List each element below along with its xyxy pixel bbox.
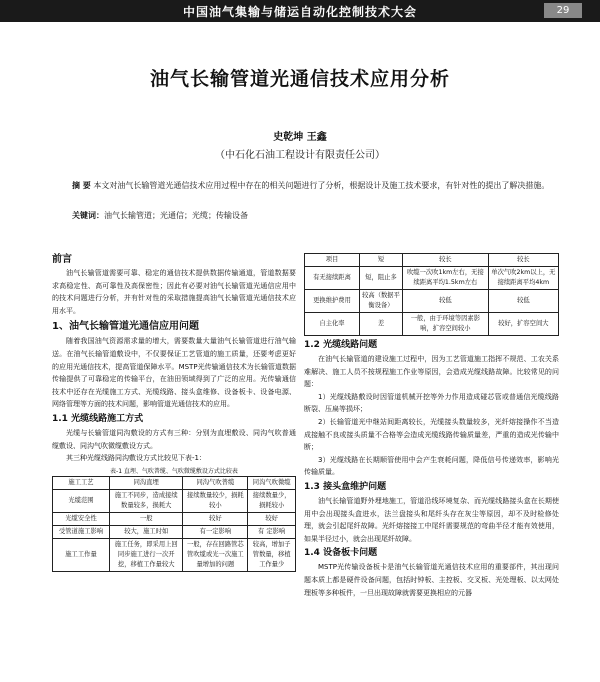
left-column bbox=[52, 253, 296, 572]
section-1-2-heading: 1.2 光缆线路问题 bbox=[304, 340, 378, 350]
section-1-3-paragraph: 油气长输管道野外埋地施工，管道沿线环境复杂、而光缆线路接头盒在长期使用中会出现接头盒进水，法兰盘接头和尾纤头存在灰尘等原因，却不及时检修处理，就会引起尾纤故障。光纤熔接接工中尾纤需要规范的弯曲半径才能有效使用，如果半径过小，就会出现尾纤故障。 bbox=[304, 496, 559, 543]
section-1-4-paragraph: MSTP光传输设备板卡是油气长输管道光通信技术应用的重要部件，其出现问题本质上都是硬件设备问题，包括时钟板、主控板、交叉板、光处理板、以太网处理板等多种板件，一旦出现故障就需要更换相应的元器 bbox=[304, 563, 559, 597]
table-cell: 光缆范围 bbox=[53, 489, 110, 512]
list-item: 1）光缆线路敷设时因管道机械开挖等外力作用造成碰芯管或普通信光缆线路断裂、压扁等损坏； bbox=[304, 392, 559, 414]
paper-affiliation: （中石化石油工程设计有限责任公司） bbox=[215, 150, 385, 161]
table-cell: 吹缆一次吹1km左右，无接续距离平均1.5km左右 bbox=[403, 267, 489, 290]
table-1 bbox=[52, 476, 296, 572]
table-row bbox=[53, 489, 296, 512]
section-1-heading: 1、油气长输管道光通信应用问题 bbox=[52, 321, 199, 333]
table-cell: 较好 bbox=[248, 512, 296, 525]
table-cell: 接续数量较少，损耗较小 bbox=[183, 489, 248, 512]
table-cell: 较高，增加子管数量，移植工作量少 bbox=[248, 538, 296, 571]
table-cell: 自主化率 bbox=[305, 313, 360, 336]
intro-paragraph: 油气长输管道需要可靠、稳定的通信技术提供数据传输通道，管道数据要求高稳定性、高可靠性及高保密性；因此有必要对油气长输管道光通信应用中的技术问题进行分析，并有针对性的采取措施提高油气长输管道光通信技术应用水平。 bbox=[52, 269, 296, 315]
table-cell: 差 bbox=[360, 313, 403, 336]
table-header-cell: 较长 bbox=[403, 254, 489, 267]
table-cell: 有无接续距离 bbox=[305, 267, 360, 290]
table-2-header-row bbox=[305, 254, 559, 267]
section-1-3-heading: 1.3 接头盒维护问题 bbox=[304, 481, 387, 492]
section-1-paragraph: 随着我国油气资源需求量的增大，需要数量大量油气长输管道进行油气输送。在油气长输管道敷设中，不仅要保证工艺管道的施工质量，还要考虑更好的应用光通信技术，提高管道保障水平。MSTP光传输通信技术为长输管道数据传输提供了可靠稳定的传输平台，在油田领域得到了广泛的应用。光传输通信技术中还存在光缆施工方式、光缆线路、接头盒维修、设备板卡、设备电源、网络管理等方面的技术问题，影响管道光通信技术的应用。 bbox=[52, 337, 296, 409]
paper-authors: 史乾坤 王鑫 bbox=[273, 132, 327, 143]
table-cell: 施工任务，即采用上回同步施工进行一次开挖，移植工作量较大 bbox=[110, 538, 183, 571]
table-cell: 一般 bbox=[110, 512, 183, 525]
table-cell: 接续数量少，损耗较小 bbox=[248, 489, 296, 512]
section-1-1-heading: 1.1 光缆线路施工方式 bbox=[52, 413, 144, 424]
table-cell: 施工工作量 bbox=[53, 538, 110, 571]
table-row bbox=[305, 290, 559, 313]
table-1-caption: 表-1 直埋、气吹普缆、气吹微缆敷设方式比较表 bbox=[110, 467, 238, 475]
table-header-cell: 同沟气吹普缆 bbox=[183, 476, 248, 489]
section-1-1-table-intro: 其三种光缆线路同沟敷设方式比较见下表-1： bbox=[66, 454, 206, 463]
table-cell: 更换维护费用 bbox=[305, 290, 360, 313]
abstract-label: 摘 要 bbox=[72, 181, 91, 190]
table-cell: 较高（数据平衡设备） bbox=[360, 290, 403, 313]
table-cell: 有 定影响 bbox=[248, 525, 296, 538]
table-row bbox=[305, 267, 559, 290]
table-header-cell: 同沟气吹微缆 bbox=[248, 476, 296, 489]
table-header-cell: 同沟直埋 bbox=[110, 476, 183, 489]
table-cell: 较大，施工时如 bbox=[110, 525, 183, 538]
table-1-header-row bbox=[53, 476, 296, 489]
section-1-1-paragraph: 光缆与长输管道同沟敷设的方式有三种：分别为直埋敷设、同沟气吹普通缆敷设、同沟气吹微缆敷设方式。 bbox=[52, 428, 296, 450]
journal-title: 中国油气集输与储运自动化控制技术大会 bbox=[182, 5, 417, 19]
abstract bbox=[52, 179, 557, 193]
table-cell: 一般，存在回路管芯管吹缆或光一次施工量增加的问题 bbox=[183, 538, 248, 571]
table-row bbox=[53, 538, 296, 571]
table-row bbox=[53, 512, 296, 525]
table-cell: 较好 bbox=[183, 512, 248, 525]
list-item: 3）光缆线路在长期顺管使用中会产生衰耗问题，降低信号传递效率，影响光传输质量。 bbox=[304, 455, 559, 477]
page-number: 29 bbox=[544, 3, 582, 18]
table-row bbox=[53, 525, 296, 538]
paper-title: 油气长输管道光通信技术应用分析 bbox=[149, 68, 450, 90]
table-cell: 较低 bbox=[403, 290, 489, 313]
right-column bbox=[304, 253, 559, 599]
list-item: 2）长输管道光中继站间距离较长，光缆接头数量较多，光纤熔接操作不当造成接触不良或接头质量不合格等会造成光缆线路传输质量差，严重的造成光传输中断； bbox=[304, 417, 559, 452]
table-cell: 较好，扩容空间大 bbox=[488, 313, 558, 336]
intro-heading: 前言 bbox=[52, 254, 72, 265]
table-row bbox=[305, 313, 559, 336]
section-1-2-paragraph: 在油气长输管道的建设施工过程中，因为工艺管道施工指挥不规范、工农关系难解决、施工人员不按规程施工作业等原因，会造成光缆线路故障。比较常见的问题： bbox=[304, 355, 559, 389]
table-1-continued bbox=[304, 253, 559, 336]
keywords-label: 关键词： bbox=[72, 211, 104, 220]
table-cell: 较低 bbox=[488, 290, 558, 313]
table-cell: 单次气吹2km以上，无接续距离平均4km bbox=[488, 267, 558, 290]
table-cell: 短，阻止多 bbox=[360, 267, 403, 290]
table-cell: 一般，由于环境等因素影响，扩容空间较小 bbox=[403, 313, 489, 336]
table-cell: 受管道施工影响 bbox=[53, 525, 110, 538]
table-header-cell: 较长 bbox=[488, 254, 558, 267]
table-header-cell: 施工工艺 bbox=[53, 476, 110, 489]
section-1-4-heading: 1.4 设备板卡问题 bbox=[304, 548, 378, 559]
table-header-cell: 短 bbox=[360, 254, 403, 267]
keywords bbox=[72, 210, 248, 221]
table-cell: 施工不同步，造成接续数量较多，损耗大 bbox=[110, 489, 183, 512]
abstract-text: 本文对油气长输管道光通信技术应用过程中存在的相关问题进行了分析，根据设计及施工技术要求，有针对性的提出了解决措施。 bbox=[93, 181, 550, 190]
keywords-text: 油气长输管道；光通信；光缆；传输设备 bbox=[104, 211, 248, 220]
table-cell: 光缆安全性 bbox=[53, 512, 110, 525]
table-header-cell: 项目 bbox=[305, 254, 360, 267]
table-cell: 有一定影响 bbox=[183, 525, 248, 538]
